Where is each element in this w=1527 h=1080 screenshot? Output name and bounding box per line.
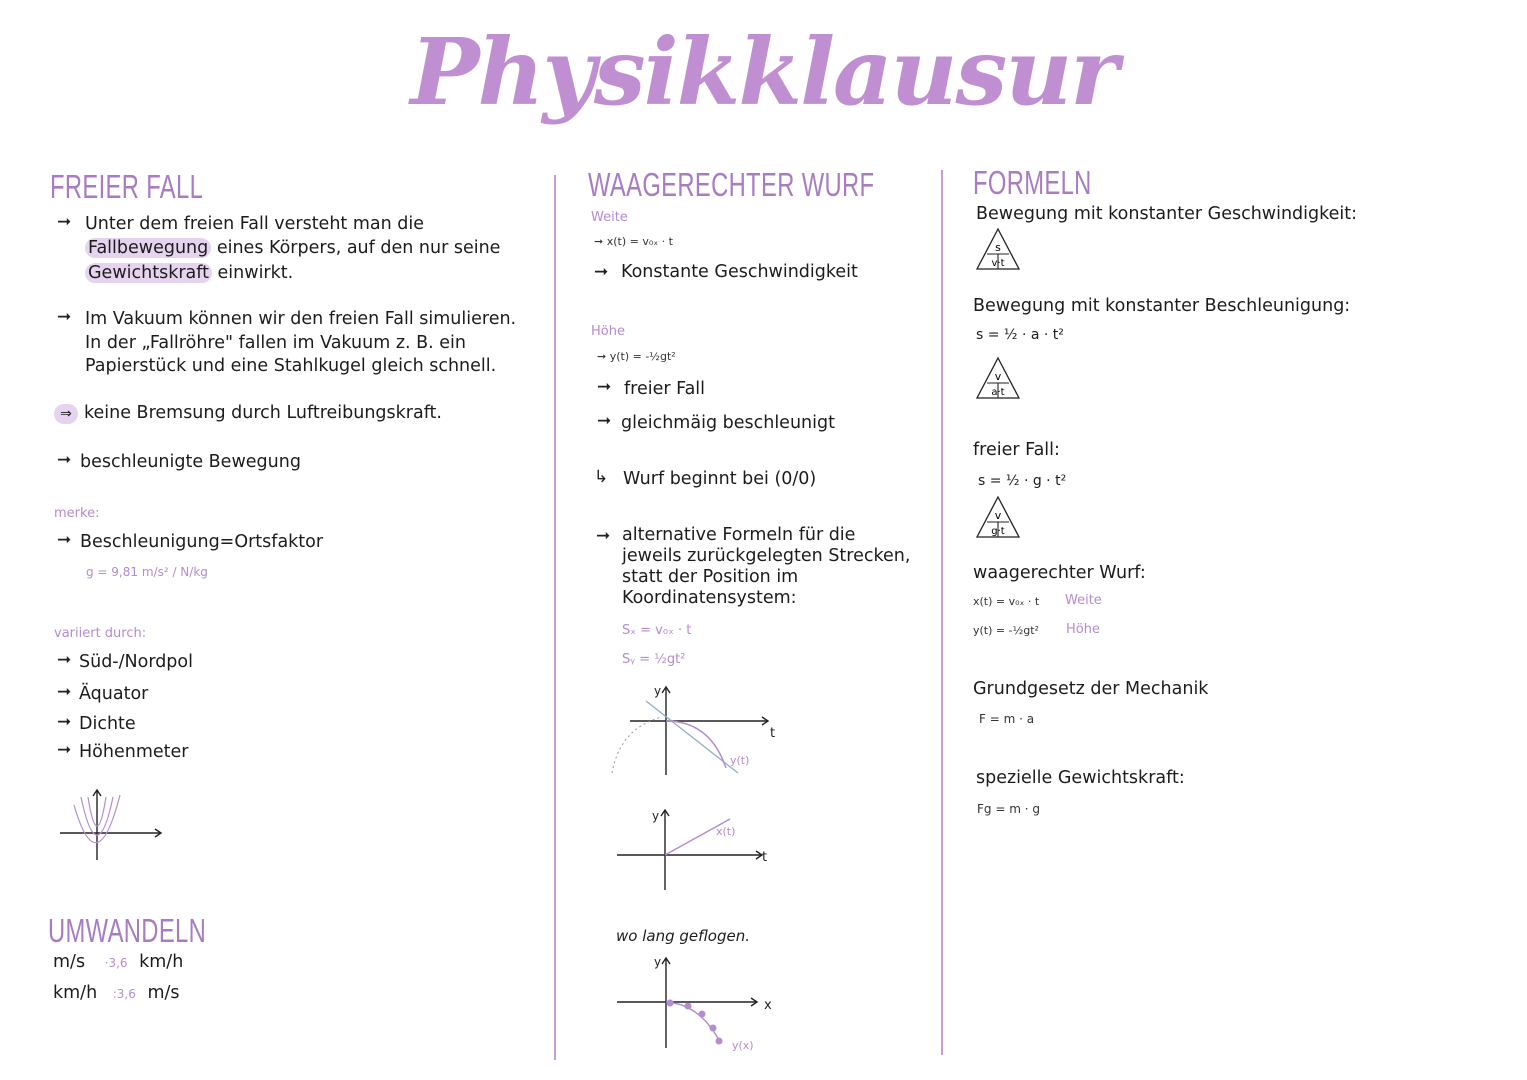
curve-label: y(x) — [732, 1039, 754, 1052]
varies-item: Höhenmeter — [79, 742, 189, 762]
parabola-sketch — [55, 785, 170, 865]
konst-a-formula: s = ½ · a · t² — [976, 327, 1064, 343]
axis-label-y: y — [652, 809, 660, 823]
conclusion-text: keine Bremsung durch Luftreibungskraft. — [84, 403, 442, 423]
triangle-v-g-t — [974, 494, 1022, 540]
alt-line-2: jeweils zurückgelegten Strecken, — [622, 546, 911, 566]
merke-label: merke: — [54, 506, 100, 521]
unit-to: km/h — [139, 952, 184, 972]
definition-post: einwirkt. — [211, 263, 294, 283]
column-divider-left — [554, 175, 556, 1060]
arrow-icon: ➞ — [57, 650, 72, 670]
waag-y-formula: y(t) = -½gt² — [973, 624, 1039, 637]
konst-a-label: Bewegung mit konstanter Beschleunigung: — [973, 296, 1351, 316]
freier-fall-label: freier Fall: — [973, 440, 1060, 460]
axis-label-t: t — [762, 850, 768, 865]
grundgesetz-formula: F = m · a — [979, 712, 1035, 726]
arrow-icon: ➞ — [597, 411, 612, 431]
weite-label: Weite — [591, 210, 628, 225]
umwandeln-heading: UMWANDELN — [48, 912, 207, 949]
varies-item: Äquator — [79, 684, 149, 704]
triangle-top: v — [994, 370, 1002, 383]
definition-mid: eines Körpers, auf den nur seine — [211, 238, 501, 258]
arrow-icon: ➞ — [57, 307, 72, 327]
convert-row-2 — [53, 981, 180, 1006]
unit-from: km/h — [53, 983, 98, 1003]
variiert-label: variiert durch: — [54, 626, 147, 641]
triangle-top: v — [994, 509, 1002, 522]
unit-from: m/s — [53, 952, 86, 972]
conclusion-line — [54, 401, 442, 425]
grundgesetz-label: Grundgesetz der Mechanik — [973, 679, 1209, 699]
highlight-gewichtskraft: Gewichtskraft — [85, 263, 212, 283]
triangle-top: s — [995, 241, 1001, 254]
definition-line-2 — [85, 236, 500, 260]
graph3-caption: wo lang geflogen. — [616, 927, 751, 945]
triangle-bottom: a·t — [991, 387, 1005, 398]
merke-text: Beschleunigung=Ortsfaktor — [80, 532, 324, 552]
waag-x-note: Weite — [1065, 593, 1102, 608]
axis-label-t: t — [770, 726, 776, 741]
arrow-icon: ➞ — [57, 712, 72, 732]
arrow-icon: ➞ — [57, 682, 72, 702]
alt-line-1: alternative Formeln für die — [622, 525, 856, 545]
arrow-icon: ➞ — [596, 526, 611, 546]
weite-note: Konstante Geschwindigkeit — [621, 262, 858, 282]
triangle-bottom: g·t — [991, 526, 1005, 537]
convert-row-1 — [53, 950, 183, 975]
waag-y-note: Höhe — [1066, 622, 1100, 637]
hoehe-formula-text: y(t) = -½gt² — [609, 350, 676, 363]
curve-label: y(t) — [730, 754, 750, 767]
graph-x-of-t — [612, 805, 792, 895]
triangle-bottom: v·t — [991, 258, 1005, 269]
sx-formula: Sₓ = v₀ₓ · t — [622, 623, 692, 638]
hoehe-formula: ➞ y(t) = -½gt² — [597, 350, 676, 363]
freier-fall-formula: s = ½ · g · t² — [978, 473, 1067, 489]
definition-line-1: Unter dem freien Fall versteht man die — [85, 214, 425, 234]
gewichtskraft-label: spezielle Gewichtskraft: — [976, 768, 1185, 788]
graph-y-of-t — [610, 683, 790, 783]
alt-formulas-text — [622, 525, 910, 609]
arrow-icon: ➞ — [597, 377, 612, 397]
alt-line-4: Koordinatensystem: — [622, 588, 797, 608]
axis-label-y: y — [654, 955, 662, 969]
conversion-op: :3,6 — [112, 987, 136, 1001]
highlight-fallbewegung: Fallbewegung — [85, 238, 211, 258]
beschleunigte-bewegung: beschleunigte Bewegung — [80, 452, 301, 472]
hoehe-label: Höhe — [591, 324, 625, 339]
arrow-icon: ➞ — [57, 740, 72, 760]
conversion-op: ·3,6 — [104, 956, 128, 970]
triangle-s-v-t — [974, 226, 1022, 272]
weite-formula: ➞ x(t) = v₀ₓ · t — [594, 235, 673, 248]
hoehe-note-1: freier Fall — [624, 379, 706, 399]
sy-formula: Sᵧ = ½gt² — [622, 652, 686, 667]
vakuum-line-2: In der „Fallröhre" fallen im Vakuum z. B. ein — [85, 333, 466, 353]
arrow-icon: ➞ — [57, 530, 72, 550]
formeln-heading: FORMELN — [973, 164, 1092, 201]
axis-label-x: x — [764, 998, 772, 1013]
varies-item: Dichte — [79, 714, 136, 734]
column-divider-right — [941, 170, 943, 1055]
vakuum-line-1: Im Vakuum können wir den freien Fall simulieren. — [85, 309, 517, 329]
arrow-icon: ➞ — [57, 212, 72, 232]
waagerechter-wurf-label: waagerechter Wurf: — [973, 563, 1146, 583]
arrow-icon: ➞ — [594, 262, 609, 282]
axis-label-y: y — [654, 684, 662, 698]
implies-icon: ⇒ — [54, 404, 78, 424]
vakuum-line-3: Papierstück und eine Stahlkugel gleich schnell. — [85, 356, 497, 376]
page-title: Physikklausur — [410, 18, 1117, 126]
freier-fall-heading: FREIER FALL — [50, 168, 204, 205]
konst-v-label: Bewegung mit konstanter Geschwindigkeit: — [976, 204, 1358, 224]
curve-label: x(t) — [716, 825, 736, 838]
unit-to: m/s — [147, 983, 180, 1003]
return-arrow-icon: ↳ — [594, 467, 609, 487]
alt-line-3: statt der Position im — [622, 567, 799, 587]
definition-line-3 — [85, 261, 293, 285]
gewichtskraft-formula: Fg = m · g — [977, 802, 1040, 816]
arrow-icon: ➞ — [57, 450, 72, 470]
start-point-note: Wurf beginnt bei (0/0) — [623, 469, 817, 489]
graph-y-of-x — [612, 950, 792, 1055]
hoehe-note-2: gleichmäig beschleunigt — [621, 413, 835, 433]
g-formula: g = 9,81 m/s² / N/kg — [86, 565, 208, 579]
varies-item: Süd-/Nordpol — [79, 652, 193, 672]
triangle-v-a-t — [974, 355, 1022, 401]
weite-formula-text: x(t) = v₀ₓ · t — [606, 235, 673, 248]
waagerechter-wurf-heading: WAAGERECHTER WURF — [588, 166, 875, 203]
waag-x-formula: x(t) = v₀ₓ · t — [973, 595, 1040, 608]
